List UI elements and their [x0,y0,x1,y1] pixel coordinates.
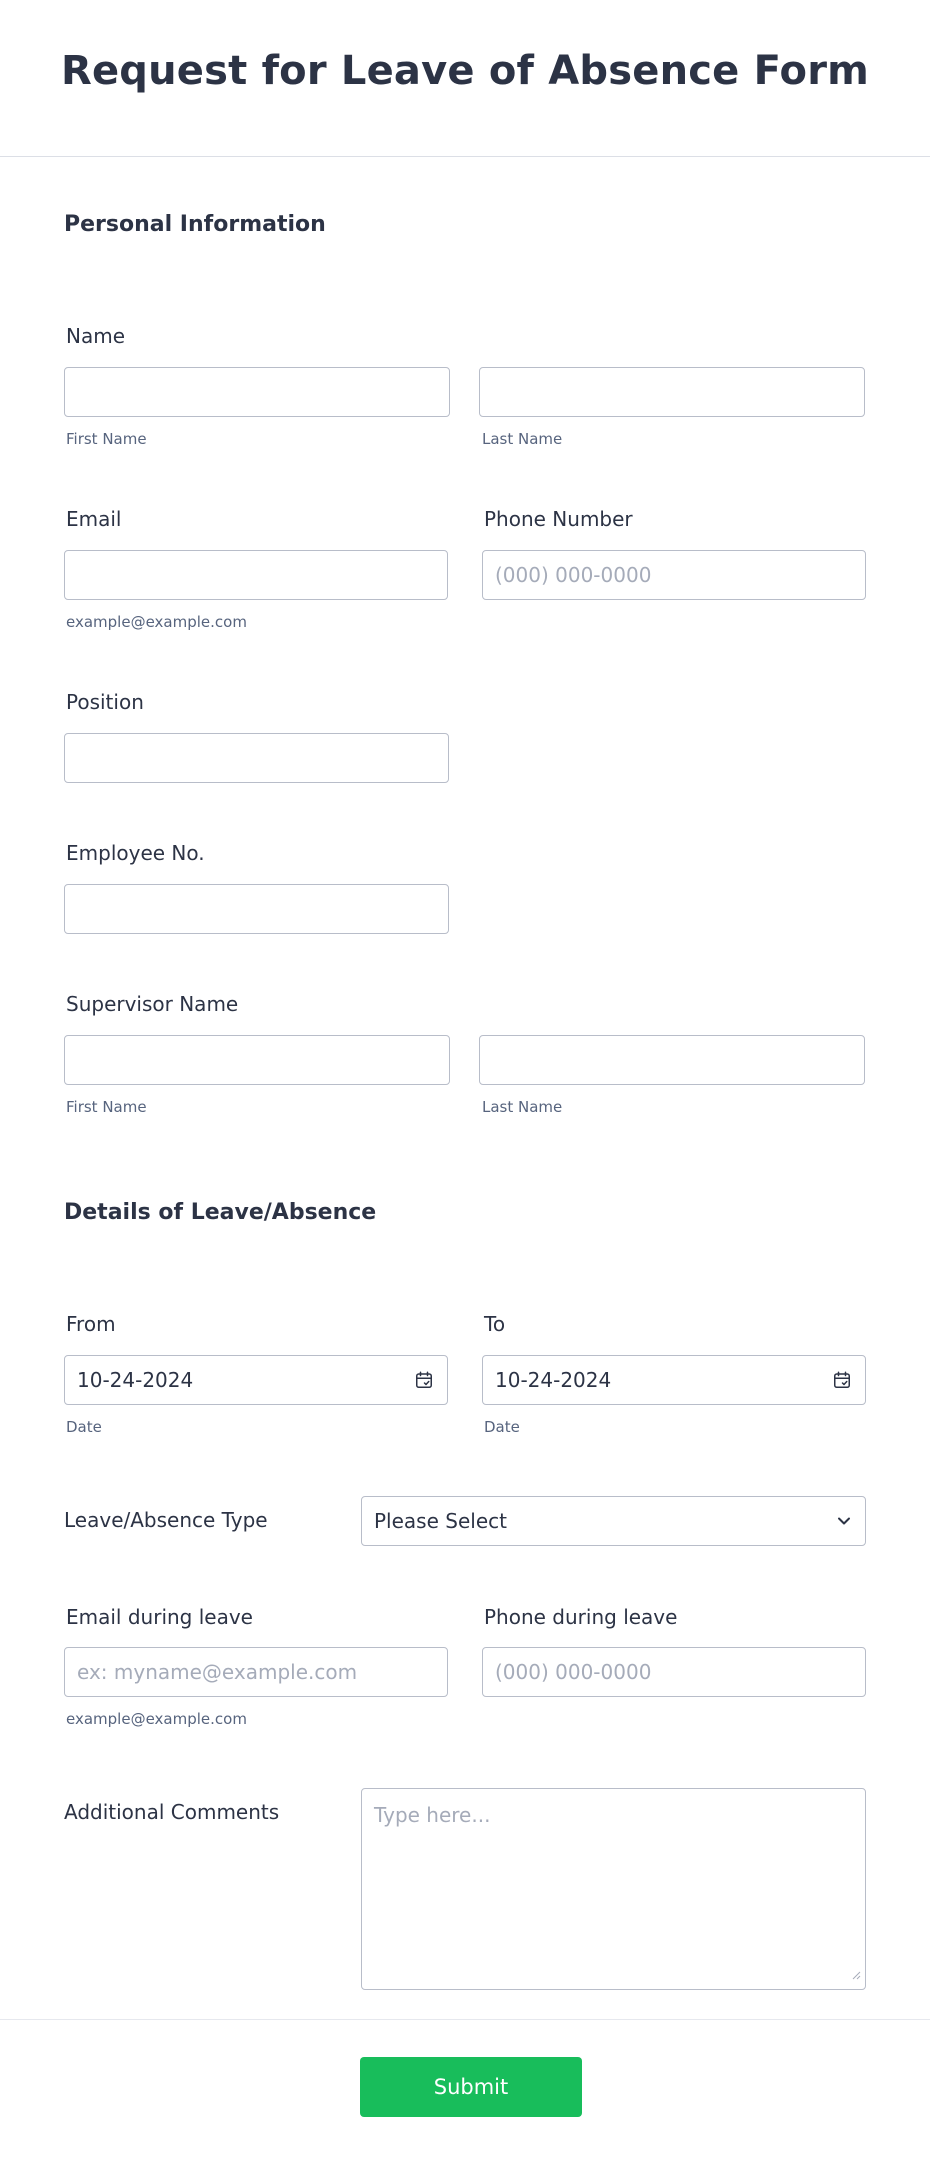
first-name-input[interactable] [64,367,450,417]
phone-during-leave-placeholder: (000) 000-0000 [495,1660,652,1684]
leave-type-label: Leave/Absence Type [64,1508,268,1532]
supervisor-last-name-sublabel: Last Name [482,1098,563,1116]
email-during-leave-placeholder: ex: myname@example.com [77,1660,358,1684]
email-sublabel: example@example.com [66,613,247,631]
submit-button[interactable]: Submit [360,2057,582,2117]
form-header [0,0,930,157]
additional-comments-textarea[interactable] [361,1788,866,1990]
supervisor-name-label: Supervisor Name [66,992,239,1016]
email-input[interactable] [64,550,448,600]
last-name-input[interactable] [479,367,865,417]
email-during-leave-sublabel: example@example.com [66,1710,247,1728]
additional-comments-label: Additional Comments [64,1800,280,1824]
calendar-icon[interactable] [415,1371,433,1389]
from-date-value: 10-24-2024 [77,1368,194,1392]
section-title-leave: Details of Leave/Absence [64,1200,377,1225]
employee-no-label: Employee No. [66,841,205,865]
phone-label: Phone Number [484,507,633,531]
employee-no-input[interactable] [64,884,449,934]
email-during-leave-label: Email during leave [66,1605,253,1629]
from-date-input[interactable] [64,1355,448,1405]
name-label: Name [66,324,126,348]
additional-comments-placeholder: Type here... [374,1803,491,1827]
resize-grip-icon[interactable] [851,1961,861,1985]
section-title-personal: Personal Information [64,212,326,237]
last-name-sublabel: Last Name [482,430,563,448]
position-input[interactable] [64,733,449,783]
to-date-value: 10-24-2024 [495,1368,612,1392]
phone-during-leave-label: Phone during leave [484,1605,678,1629]
leave-type-selected: Please Select [374,1509,507,1533]
from-label: From [66,1312,116,1336]
supervisor-first-name-input[interactable] [64,1035,450,1085]
to-date-input[interactable] [482,1355,866,1405]
position-label: Position [66,690,144,714]
phone-during-leave-input[interactable] [482,1647,866,1697]
to-label: To [484,1312,506,1336]
chevron-down-icon [837,1516,851,1526]
to-date-sublabel: Date [484,1418,520,1436]
phone-placeholder: (000) 000-0000 [495,563,652,587]
email-during-leave-input[interactable] [64,1647,448,1697]
supervisor-last-name-input[interactable] [479,1035,865,1085]
calendar-icon[interactable] [833,1371,851,1389]
phone-input[interactable] [482,550,866,600]
email-label: Email [66,507,122,531]
from-date-sublabel: Date [66,1418,102,1436]
supervisor-first-name-sublabel: First Name [66,1098,147,1116]
form-title: Request for Leave of Absence Form [60,48,870,94]
first-name-sublabel: First Name [66,430,147,448]
leave-type-select[interactable] [361,1496,866,1546]
footer-divider [0,2019,930,2020]
